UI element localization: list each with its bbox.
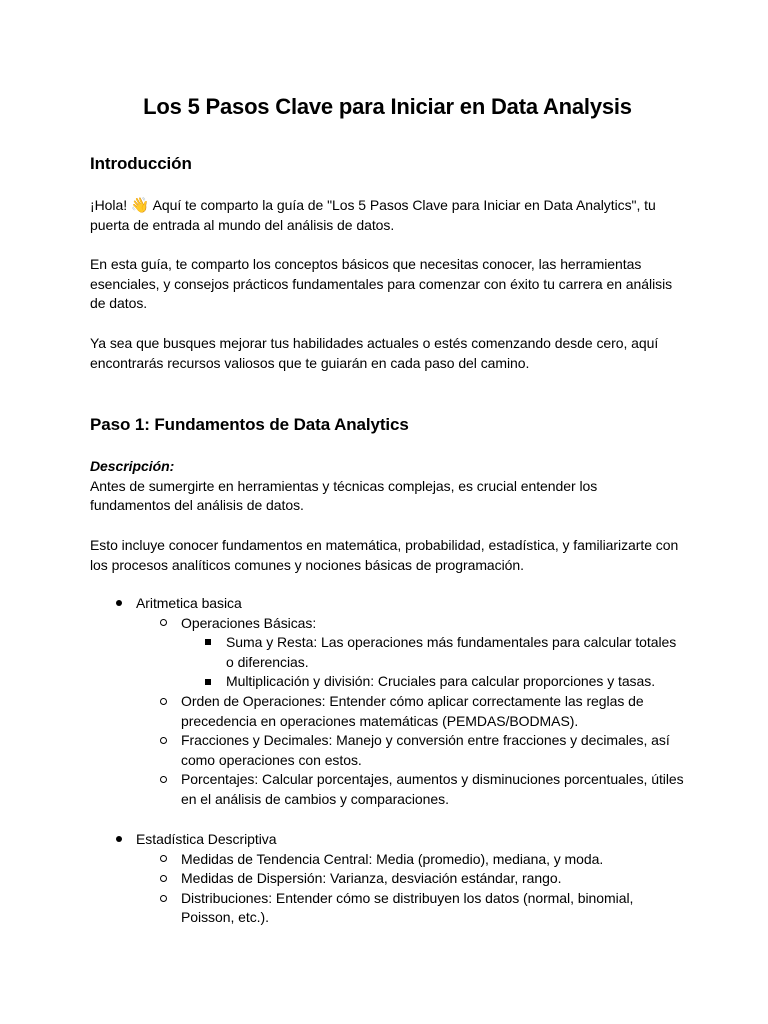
step1-description [90,457,680,516]
step1-heading: Paso 1: Fundamentos de Data Analytics [90,415,409,434]
step1-paragraph-2: Esto incluye conocer fundamentos en matemática, probabilidad, estadística, y familiarizarte con los procesos analíticos comunes y nociones básicas de programación. [90,537,679,573]
step1-description-label: Descripción: [90,458,175,474]
list-item-central-tendency [90,850,685,870]
descriptive-stats-list [90,830,685,928]
list-item-percentages [90,770,685,809]
list-item-sum-subtract [90,633,685,672]
arithmetic-list [90,594,685,810]
intro-greeting: ¡Hola! [90,197,131,213]
list-item-label: Multiplicación y división: Cruciales para calcular proporciones y tasas. [226,673,656,690]
square-bullet-icon [201,633,215,653]
list-item-label: Orden de Operaciones: Entender cómo aplicar correctamente las reglas de precedencia en operaciones matemáticas (PEMDAS/BODMAS). [181,692,644,729]
bullet-icon [112,594,126,614]
list-item-order-of-operations [90,692,685,731]
page-title: Los 5 Pasos Clave para Iniciar en Data Analysis [143,94,632,119]
circle-bullet-icon [156,614,170,634]
intro-paragraph-2: En esta guía, te comparto los conceptos básicos que necesitas conocer, las herramientas esenciales, y consejos prácticos fundamentales para comenzar con éxito tu carrera en análisis de datos. [90,256,673,312]
list-item-label: Suma y Resta: Las operaciones más fundamentales para calcular totales o diferencias. [226,634,677,670]
circle-bullet-icon [156,889,170,909]
list-item-basic-operations [90,614,685,634]
list-item-fractions-decimals [90,731,685,770]
circle-bullet-icon [156,869,170,889]
list-item-descriptive-stats [90,830,685,850]
waving-hand-icon: 👋 [130,196,150,214]
list-item-label: Fracciones y Decimales: Manejo y conversión entre fracciones y decimales, así como operaciones con estos. [181,732,670,768]
step1-description-text: Antes de sumergirte en herramientas y técnicas complejas, es crucial entender los fundamentos del análisis de datos. [90,477,598,514]
circle-bullet-icon [156,770,170,790]
circle-bullet-icon [156,731,170,751]
list-item-label: Medidas de Tendencia Central: Media (promedio), mediana, y moda. [181,850,604,867]
circle-bullet-icon [156,850,170,870]
list-item-distributions [90,889,685,928]
list-item-label: Aritmetica basica [136,595,242,611]
intro-paragraph-1-text: Aquí te comparto la guía de "Los 5 Pasos Clave para Iniciar en Data Analytics", tu puerta de entrada al mundo del análisis de datos. [90,197,656,233]
list-item-multiply-divide [90,672,685,692]
circle-bullet-icon [156,692,170,712]
intro-paragraph-3: Ya sea que busques mejorar tus habilidades actuales o estés comenzando desde cero, aquí encontrarás recursos valiosos que te guiarán en cada paso del camino. [90,335,659,371]
list-item-label: Medidas de Dispersión: Varianza, desviación estándar, rango. [181,870,562,887]
list-item-dispersion [90,869,685,889]
intro-heading: Introducción [90,154,192,173]
list-item-label: Estadística Descriptiva [136,831,277,847]
bullet-icon [112,830,126,850]
list-item-label: Porcentajes: Calcular porcentajes, aumentos y disminuciones porcentuales, útiles en el análisis de cambios y comparaciones. [181,771,684,807]
list-item-label: Distribuciones: Entender cómo se distribuyen los datos (normal, binomial, Poisson, etc.). [181,889,634,926]
square-bullet-icon [201,672,215,692]
list-item-label: Operaciones Básicas: [181,614,317,631]
list-item-arithmetic [90,594,685,614]
intro-paragraph-1 [90,196,680,235]
